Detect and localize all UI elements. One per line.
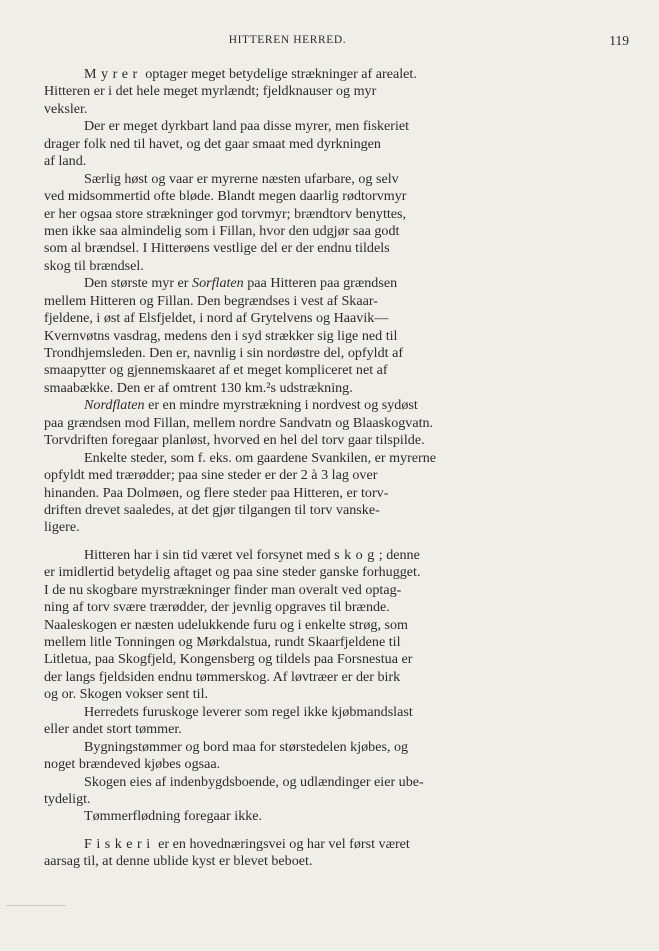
text-line: Fiskeri er en hovednæringsvei og har vel først været: [84, 835, 410, 852]
italic-place-name: Nordflaten: [84, 397, 145, 414]
text-line: aarsag til, at denne ublide kyst er blevet beboet.: [44, 853, 313, 870]
text-line: af land.: [44, 153, 87, 170]
body-text: [44, 66, 530, 871]
text-line: smaabække. Den er af omtrent 130 km.²s udstrækning.: [44, 379, 353, 396]
text-line: ning af torv svære trærødder, der jevnlig opgraves til brænde.: [44, 599, 390, 616]
text-line: Litletua, paa Skogfjeld, Kongensberg og tildels paa Forsnestua er: [44, 651, 413, 668]
text-line: Den største myr er Sorflaten paa Hitteren paa grændsen: [84, 275, 398, 292]
text-line: som al brændsel. I Hitterøens vestlige del er der endnu tildels: [44, 240, 390, 257]
text-line: fjeldene, i øst af Elsfjeldet, i nord af Grytelvens og Haavik—: [44, 310, 389, 327]
text-line: Tømmerflødning foregaar ikke.: [84, 808, 263, 825]
text-line: Kvernvøtns vasdrag, medens den i syd strækker sig lige ned til: [44, 327, 398, 344]
text-line: ved midsommertid ofte bløde. Blandt megen daarlig rødtorvmyr: [44, 188, 407, 205]
text-line: mellem Hitteren og Fillan. Den begrændses i vest af Skaar-: [44, 292, 378, 309]
margin-rule: [6, 905, 66, 906]
text-line: tydeligt.: [44, 790, 91, 807]
text-line: opfyldt med trærødder; paa sine steder er der 2 à 3 lag over: [44, 467, 378, 484]
italic-place-name: Sorflaten: [192, 275, 244, 292]
text-line: paa grændsen mod Fillan, mellem nordre Sandvatn og Blaaskogvatn.: [44, 414, 434, 431]
text-line: Nordflaten er en mindre myrstrækning i nordvest og sydøst: [84, 397, 418, 414]
text-line: ligere.: [44, 519, 80, 536]
text-line: Naaleskogen er næsten udelukkende furu og i enkelte strøg, som: [44, 616, 408, 633]
text-line: men ikke saa almindelig som i Fillan, hvor den udgjør saa godt: [44, 222, 400, 239]
page-header: [44, 33, 629, 48]
section-gap: [44, 826, 530, 836]
text-line: der langs fjeldsiden endnu tømmerskog. Af løvtræer er der birk: [44, 668, 401, 685]
text-line: skog til brændsel.: [44, 257, 144, 274]
text-line: er imidlertid betydelig aftaget og paa sine steder ganske forhugget.: [44, 564, 421, 581]
text-line: Hitteren er i det hele meget myrlændt; fjeldknauser og myr: [44, 83, 377, 100]
text-line: Hitteren har i sin tid været vel forsynet med skog; denne: [84, 546, 420, 563]
text-line: hinanden. Paa Dolmøen, og flere steder paa Hitteren, er torv-: [44, 484, 389, 501]
text-line: Der er meget dyrkbart land paa disse myrer, men fiskeriet: [84, 118, 410, 135]
spaced-keyword: Myrer: [84, 66, 142, 82]
text-line: I de nu skogbare myrstrækninger finder man overalt ved optag-: [44, 581, 402, 598]
text-line: noget brændeved kjøbes ogsaa.: [44, 756, 221, 773]
spaced-keyword: Fiskeri: [84, 835, 155, 852]
page-number: 119: [609, 33, 629, 48]
text-line: mellem litle Tonningen og Mørkdalstua, rundt Skaarfjeldene til: [44, 634, 401, 650]
running-title: HITTEREN HERRED.: [228, 34, 347, 46]
text-line: Myrer optager meget betydelige strækninger af arealet.: [84, 66, 417, 82]
text-line: eller andet stort tømmer.: [44, 721, 182, 738]
text-line: er her ogsaa store strækninger god torvmyr; brændtorv benyttes,: [44, 205, 407, 222]
text-line: veksler.: [44, 100, 88, 117]
text-line: Torvdriften foregaar planløst, hvorved en hel del torv gaar tilspilde.: [44, 432, 425, 449]
text-line: Trondhjemsleden. Den er, navnlig i sin nordøstre del, opfyldt af: [44, 345, 404, 361]
text-line: smaapytter og gjennemskaaret af et meget kompliceret net af: [44, 362, 388, 379]
spaced-keyword: skog: [334, 546, 379, 563]
text-line: driften drevet saaledes, at det gjør tilgangen til torv vanske-: [44, 501, 380, 518]
text-line: Særlig høst og vaar er myrerne næsten ufarbare, og selv: [84, 170, 399, 187]
text-line: Skogen eies af indenbygdsboende, og udlændinger eier ube-: [84, 773, 424, 790]
text-line: Herredets furuskoge leverer som regel ikke kjøbmandslast: [84, 703, 413, 720]
section-gap: [44, 537, 530, 547]
text-line: Enkelte steder, som f. eks. om gaardene Svankilen, er myrerne: [84, 449, 437, 466]
text-line: og or. Skogen vokser sent til.: [44, 686, 209, 703]
text-line: drager folk ned til havet, og det gaar smaat med dyrkningen: [44, 135, 381, 152]
text-line: Bygningstømmer og bord maa for størstedelen kjøbes, og: [84, 738, 409, 755]
